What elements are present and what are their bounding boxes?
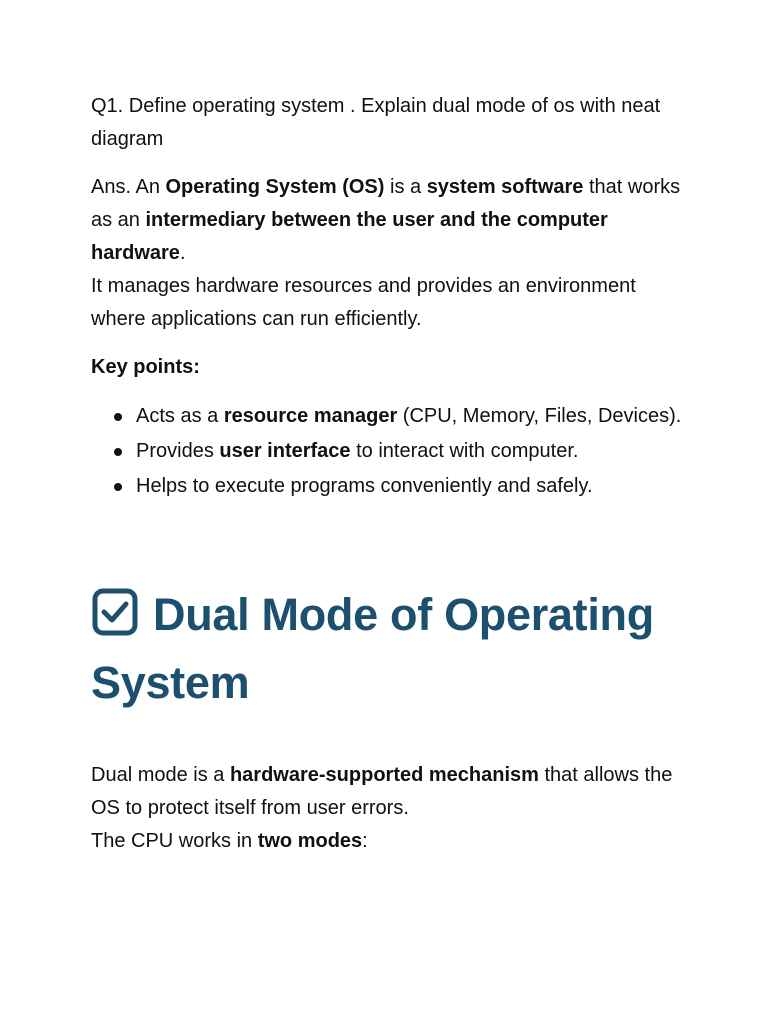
answer-text: is a (384, 176, 427, 198)
bullet-icon (114, 413, 122, 421)
list-item: Acts as a resource manager (CPU, Memory, Files, Devices). (136, 400, 691, 433)
section-heading (91, 581, 691, 717)
key-points-label: Key points: (91, 356, 200, 378)
list-item: Helps to execute programs conveniently and safely. (136, 470, 691, 503)
key-points-list (91, 400, 691, 503)
dual-bold-two-modes: two modes (257, 830, 363, 852)
section-heading-text: Dual Mode of Operating System (91, 589, 654, 708)
answer-text: . (179, 242, 186, 264)
answer-text: Ans. An (91, 176, 166, 198)
dual-mode-paragraph: Dual mode is a hardware-supported mechanism that allows the OS to protect itself from user errors. The CPU works in two modes: (91, 764, 673, 852)
answer-paragraph (91, 171, 691, 336)
question-text: Q1. Define operating system . Explain dual mode of os with neat diagram (91, 95, 661, 150)
list-item: Provides user interface to interact with computer. (136, 435, 691, 468)
document-page (91, 90, 691, 858)
answer-bold-system-software: system software (426, 176, 584, 198)
answer-text: that works as an (91, 176, 681, 231)
dual-bold-mechanism: hardware-supported mechanism (229, 764, 539, 786)
checkbox-checked-icon (91, 587, 139, 637)
answer-text: It manages hardware resources and provides an environment where applications can run efficiently. (91, 275, 636, 330)
answer-bold-os: Operating System (OS) (165, 176, 385, 198)
bullet-icon (114, 448, 122, 456)
bullet-icon (114, 483, 122, 491)
answer-bold-intermediary: intermediary between the user and the computer hardware (91, 209, 608, 264)
